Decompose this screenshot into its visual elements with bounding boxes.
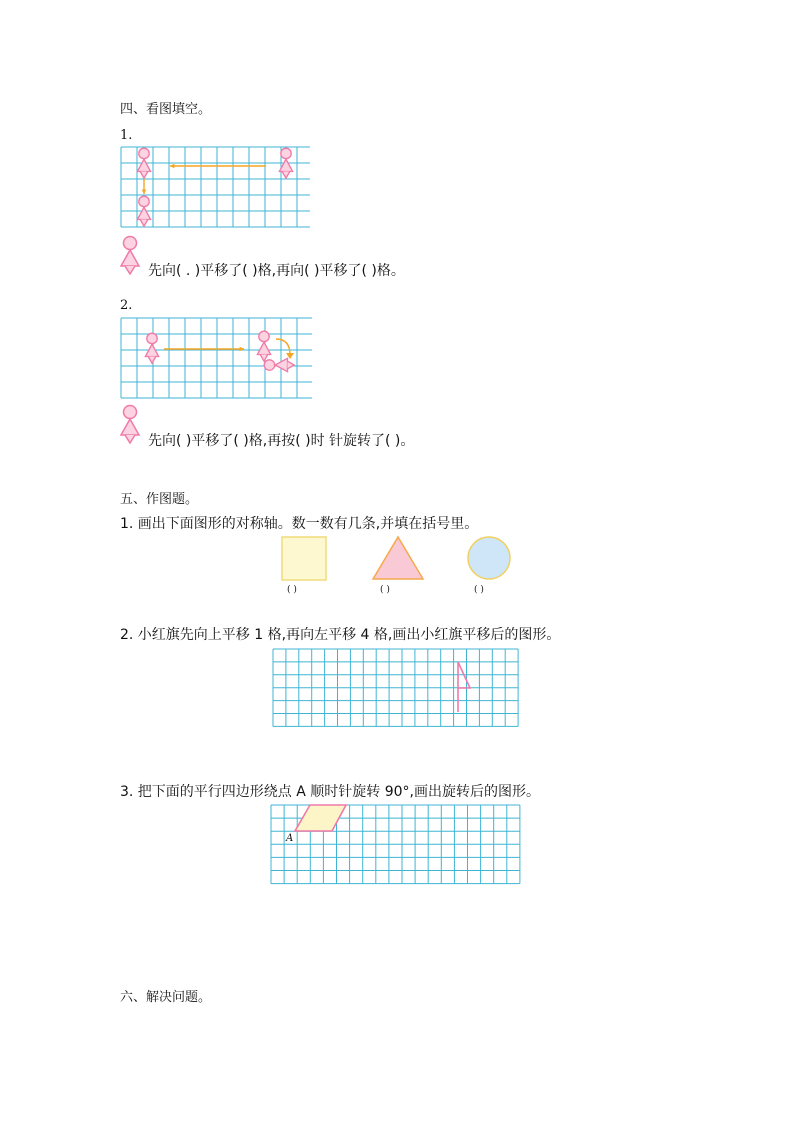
circle-answer-blank[interactable]: ( )	[474, 585, 484, 595]
triangle-shape	[370, 535, 426, 581]
figure-icon	[257, 331, 270, 361]
q1-sentence[interactable]: 先向( . )平移了( )格,再向( )平移了( )格。	[148, 263, 405, 279]
point-a-label: A	[286, 833, 294, 844]
parallelogram-grid[interactable]	[270, 804, 524, 886]
rotate-arrow-icon	[276, 339, 290, 355]
parallelogram-shape	[295, 805, 346, 831]
grid-lines	[121, 147, 310, 227]
grid-lines	[273, 649, 518, 726]
figure-icon	[264, 358, 294, 371]
s5-q2-text: 2. 小红旗先向上平移 1 格,再向左平移 4 格,画出小红旗平移后的图形。	[120, 627, 561, 643]
pink-figure-icon	[119, 235, 141, 275]
figure-icon	[145, 333, 158, 363]
s5-q3-text: 3. 把下面的平行四边形绕点 A 顺时针旋转 90°,画出旋转后的图形。	[120, 784, 540, 800]
q2-sentence[interactable]: 先向( )平移了( )格,再按( )时 针旋转了( )。	[148, 433, 415, 449]
pink-figure-icon-2	[119, 404, 141, 444]
s5-q1-text: 1. 画出下面图形的对称轴。数一数有几条,并填在括号里。	[120, 516, 479, 532]
square-answer-blank[interactable]: ( )	[287, 585, 297, 595]
arrow-icon	[164, 347, 244, 352]
flag-grid[interactable]	[272, 648, 522, 728]
arrow-icon	[170, 164, 266, 169]
section4-heading: 四、看图填空。	[120, 102, 212, 117]
section5-heading: 五、作图题。	[120, 492, 199, 507]
section6-heading: 六、解决问题。	[120, 990, 212, 1005]
q1-number: 1.	[120, 128, 133, 143]
q1-grid	[120, 146, 310, 228]
square-shape	[281, 536, 327, 582]
circle-shape	[466, 535, 512, 581]
triangle-answer-blank[interactable]: ( )	[380, 585, 390, 595]
q2-grid	[120, 317, 312, 399]
arrow-icon	[142, 179, 147, 194]
q2-number: 2.	[120, 298, 133, 313]
